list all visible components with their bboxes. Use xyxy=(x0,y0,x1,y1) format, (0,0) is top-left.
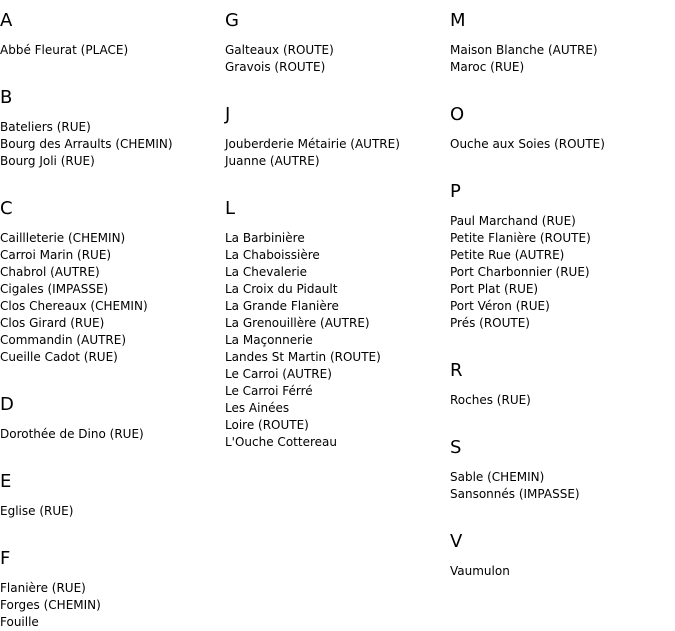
street-entry[interactable]: Eglise (RUE) xyxy=(0,504,74,518)
street-entry[interactable]: Galteaux (ROUTE) xyxy=(225,43,334,57)
letter-group-f xyxy=(0,548,225,631)
street-entry[interactable]: Landes St Martin (ROUTE) xyxy=(225,350,381,364)
letter-heading: G xyxy=(225,10,239,31)
group-spacer xyxy=(225,76,450,94)
street-list xyxy=(0,119,225,170)
letter-group-v xyxy=(450,531,675,580)
street-entry[interactable]: Carroi Marin (RUE) xyxy=(0,248,112,262)
group-spacer xyxy=(0,366,225,384)
letter-group-r xyxy=(450,360,675,409)
letter-heading: B xyxy=(0,87,13,108)
street-entry[interactable]: Maroc (RUE) xyxy=(450,60,525,74)
street-entry[interactable]: Cueille Cadot (RUE) xyxy=(0,350,118,364)
street-entry[interactable]: Ouche aux Soies (ROUTE) xyxy=(450,137,605,151)
letter-group-m xyxy=(450,10,675,76)
letter-heading: V xyxy=(450,531,463,552)
letter-heading: M xyxy=(450,10,466,31)
street-entry[interactable]: Forges (CHEMIN) xyxy=(0,598,101,612)
street-list xyxy=(450,563,675,580)
letter-group-p xyxy=(450,181,675,332)
letter-group-l xyxy=(225,198,450,451)
street-entry[interactable]: La Grenouillère (AUTRE) xyxy=(225,316,370,330)
street-entry[interactable]: Dorothée de Dino (RUE) xyxy=(0,427,144,441)
letter-heading: O xyxy=(450,104,465,125)
letter-heading: A xyxy=(0,10,13,31)
letter-group-e xyxy=(0,471,225,520)
letter-group-c xyxy=(0,198,225,366)
street-entry[interactable]: Les Ainées xyxy=(225,401,290,415)
group-spacer xyxy=(0,520,225,538)
street-entry[interactable]: Caillleterie (CHEMIN) xyxy=(0,231,126,245)
street-entry[interactable]: Port Charbonnier (RUE) xyxy=(450,265,590,279)
street-entry[interactable]: Commandin (AUTRE) xyxy=(0,333,127,347)
group-spacer xyxy=(450,503,675,521)
street-entry[interactable]: Abbé Fleurat (PLACE) xyxy=(0,43,129,57)
letter-heading: S xyxy=(450,437,462,458)
group-spacer xyxy=(450,409,675,427)
street-index-column-2 xyxy=(225,0,450,451)
street-entry[interactable]: Petite Rue (AUTRE) xyxy=(450,248,565,262)
street-entry[interactable]: Bourg des Arraults (CHEMIN) xyxy=(0,137,173,151)
street-entry[interactable]: Port Plat (RUE) xyxy=(450,282,539,296)
street-entry[interactable]: Maison Blanche (AUTRE) xyxy=(450,43,598,57)
street-list xyxy=(450,42,675,76)
street-entry[interactable]: Chabrol (AUTRE) xyxy=(0,265,100,279)
letter-group-b xyxy=(0,87,225,170)
street-entry[interactable]: La Croix du Pidault xyxy=(225,282,338,296)
street-entry[interactable]: La Chaboissière xyxy=(225,248,320,262)
street-entry[interactable]: Bateliers (RUE) xyxy=(0,120,91,134)
street-entry[interactable]: Flanière (RUE) xyxy=(0,581,86,595)
street-entry[interactable]: Le Carroi Férré xyxy=(225,384,313,398)
street-list xyxy=(225,136,450,170)
letter-heading: D xyxy=(0,394,14,415)
street-list xyxy=(450,392,675,409)
street-list xyxy=(0,230,225,366)
street-index-column-1 xyxy=(0,0,225,631)
street-entry[interactable]: Vaumulon xyxy=(450,564,510,578)
street-entry[interactable]: Prés (ROUTE) xyxy=(450,316,530,330)
group-spacer xyxy=(0,443,225,461)
street-entry[interactable]: Clos Chereaux (CHEMIN) xyxy=(0,299,148,313)
street-list xyxy=(0,580,225,631)
street-entry[interactable]: Le Carroi (AUTRE) xyxy=(225,367,332,381)
street-entry[interactable]: Loire (ROUTE) xyxy=(225,418,309,432)
street-list xyxy=(450,469,675,503)
street-entry[interactable]: Port Véron (RUE) xyxy=(450,299,550,313)
street-entry[interactable]: Sansonnés (IMPASSE) xyxy=(450,487,580,501)
street-entry[interactable]: Clos Girard (RUE) xyxy=(0,316,105,330)
street-list xyxy=(0,503,225,520)
group-spacer xyxy=(0,59,225,77)
letter-group-d xyxy=(0,394,225,443)
street-list xyxy=(225,230,450,451)
street-entry[interactable]: L'Ouche Cottereau xyxy=(225,435,337,449)
street-list xyxy=(450,136,675,153)
street-list xyxy=(450,213,675,332)
street-entry[interactable]: Jouberderie Métairie (AUTRE) xyxy=(225,137,400,151)
street-entry[interactable]: La Chevalerie xyxy=(225,265,308,279)
group-spacer xyxy=(450,153,675,171)
letter-heading: L xyxy=(225,198,236,219)
street-list xyxy=(225,42,450,76)
letter-group-j xyxy=(225,104,450,170)
street-entry[interactable]: Juanne (AUTRE) xyxy=(225,154,320,168)
letter-group-g xyxy=(225,10,450,76)
letter-group-s xyxy=(450,437,675,503)
group-spacer xyxy=(0,170,225,188)
street-list xyxy=(0,426,225,443)
letter-group-o xyxy=(450,104,675,153)
street-list xyxy=(0,42,225,59)
letter-heading: C xyxy=(0,198,13,219)
group-spacer xyxy=(450,332,675,350)
letter-heading: F xyxy=(0,548,11,569)
street-entry[interactable]: La Maçonnerie xyxy=(225,333,313,347)
letter-heading: P xyxy=(450,181,461,202)
street-entry[interactable]: Fouille xyxy=(0,615,39,629)
group-spacer xyxy=(225,170,450,188)
group-spacer xyxy=(450,76,675,94)
letter-heading: R xyxy=(450,360,463,381)
street-entry[interactable]: Bourg Joli (RUE) xyxy=(0,154,95,168)
letter-heading: J xyxy=(225,104,231,125)
street-entry[interactable]: Roches (RUE) xyxy=(450,393,531,407)
street-index-column-3 xyxy=(450,0,675,580)
street-entry[interactable]: La Barbinière xyxy=(225,231,305,245)
street-entry[interactable]: Petite Flanière (ROUTE) xyxy=(450,231,591,245)
street-entry[interactable]: Sable (CHEMIN) xyxy=(450,470,545,484)
street-entry[interactable]: Gravois (ROUTE) xyxy=(225,60,326,74)
letter-heading: E xyxy=(0,471,12,492)
street-entry[interactable]: Paul Marchand (RUE) xyxy=(450,214,576,228)
street-entry[interactable]: La Grande Flanière xyxy=(225,299,339,313)
letter-group-a xyxy=(0,10,225,59)
street-entry[interactable]: Cigales (IMPASSE) xyxy=(0,282,109,296)
